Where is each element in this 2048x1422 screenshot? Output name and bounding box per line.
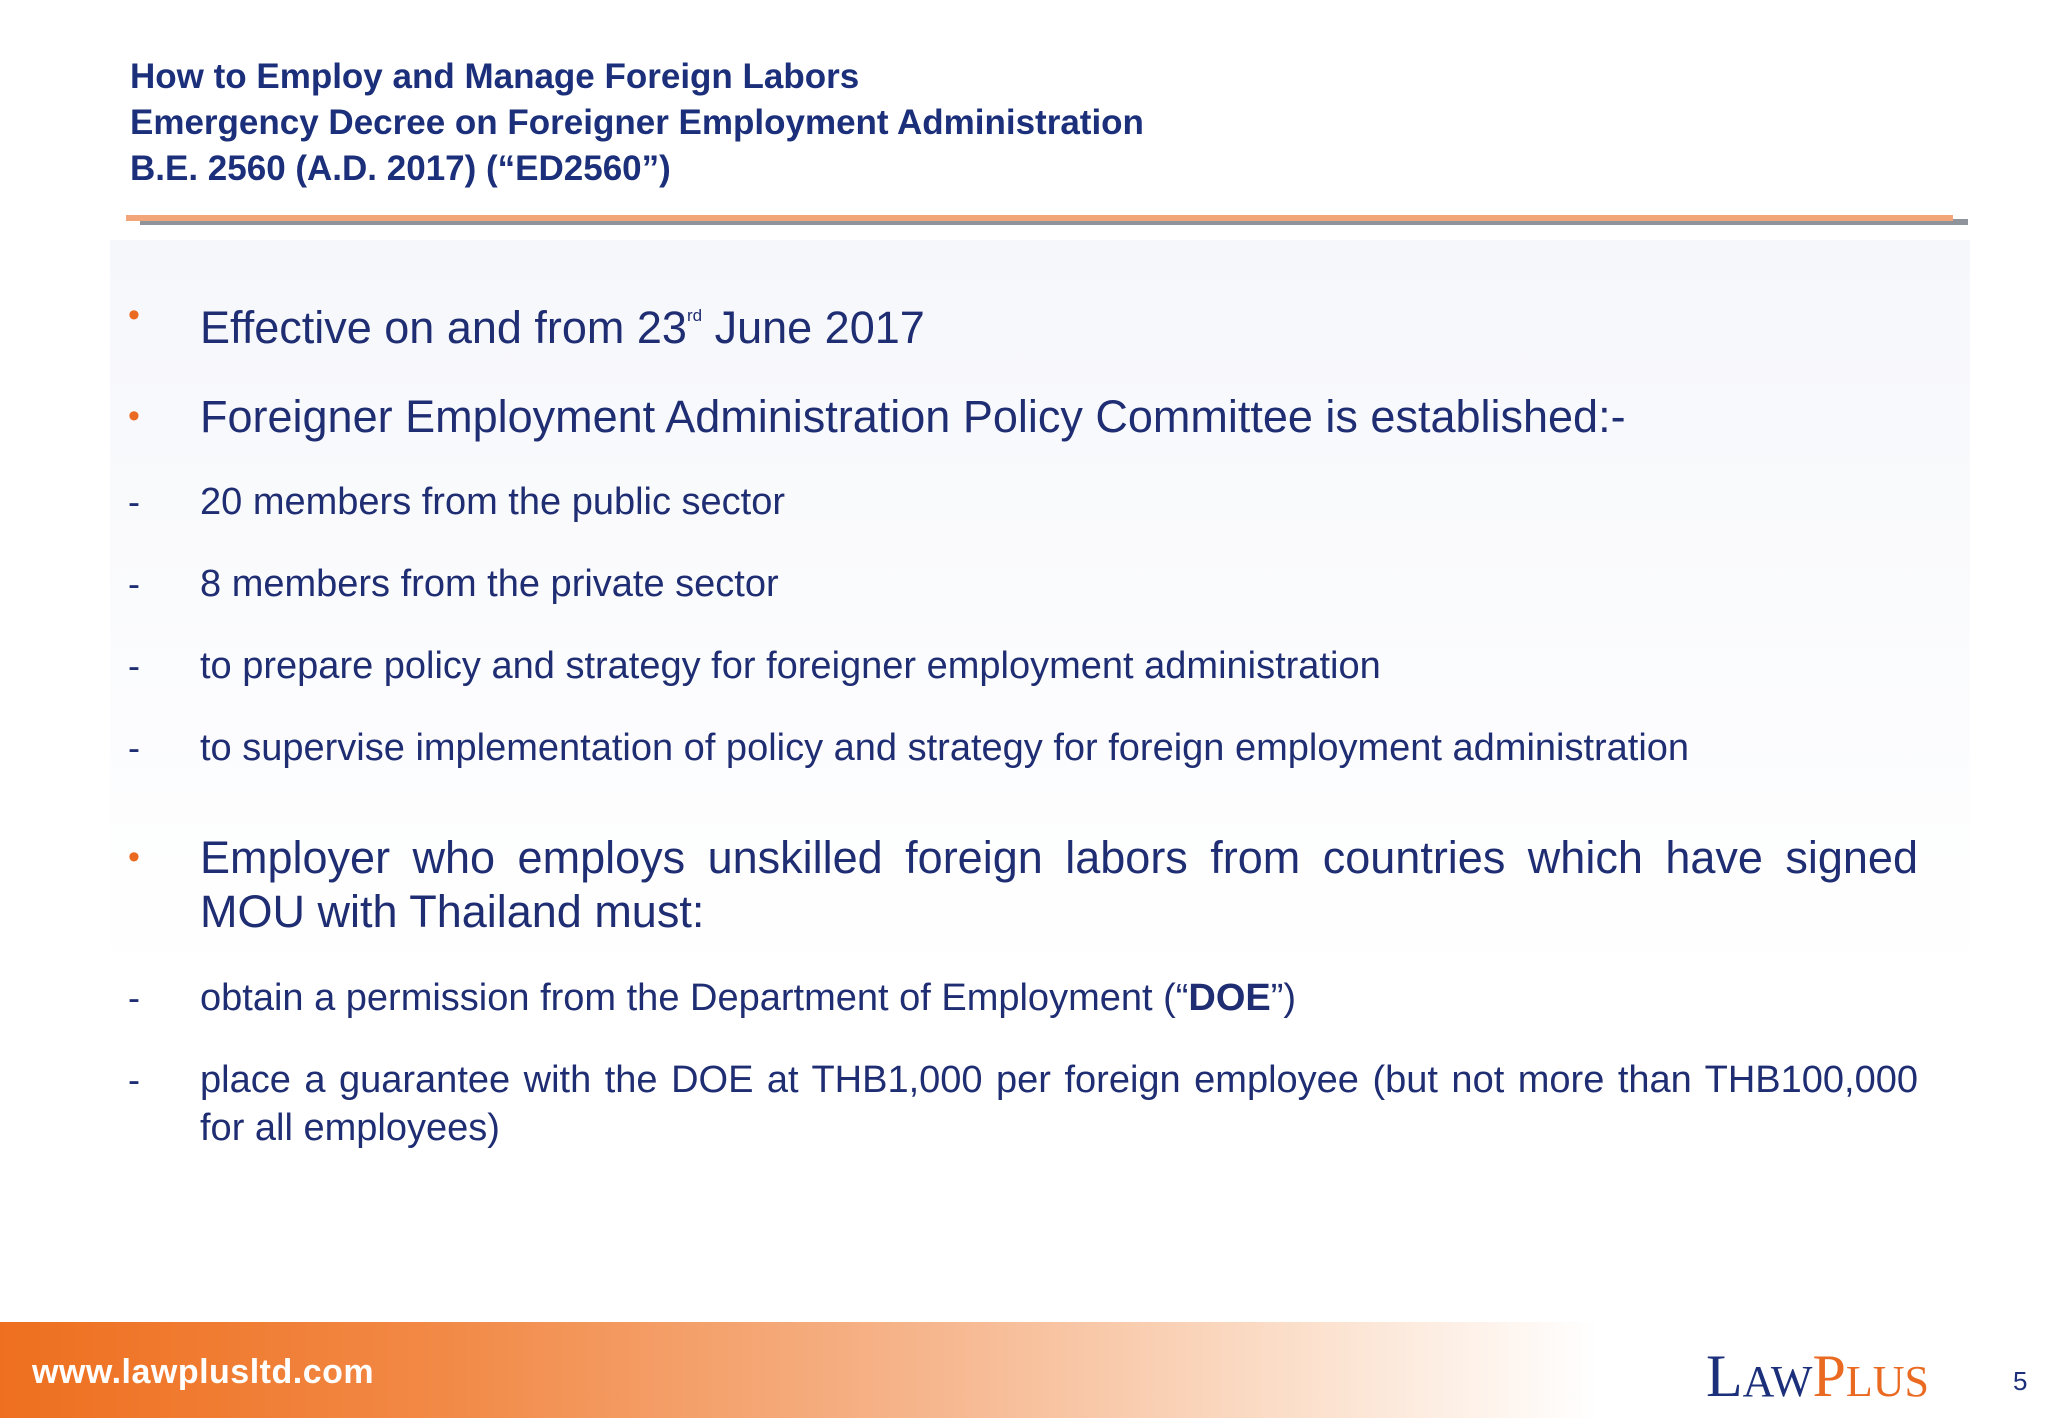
ordinal-suffix: rd — [686, 306, 703, 325]
permission-text-end: ”) — [1270, 977, 1297, 1019]
bullet-committee — [128, 390, 1918, 444]
dash-marker: - — [128, 481, 140, 522]
dash-text — [200, 974, 1918, 1022]
dash-text: 8 members from the private sector — [200, 563, 779, 605]
dash-guarantee — [128, 1056, 1918, 1152]
doe-abbreviation: DOE — [1188, 977, 1271, 1019]
logo-plus-rest: LUS — [1845, 1357, 1929, 1406]
slide-header — [130, 54, 1144, 192]
bullet-effective-date — [128, 289, 1918, 355]
bullet-marker: • — [128, 296, 140, 334]
dash-public-sector — [128, 478, 1918, 526]
bullet-marker: • — [128, 838, 140, 876]
header-rule — [126, 215, 1953, 221]
header-subtitle: Emergency Decree on Foreigner Employment Administration — [130, 103, 1144, 142]
header-title: How to Employ and Manage Foreign Labors — [130, 57, 860, 96]
bullet-text: Foreigner Employment Administration Policy Committee is established:- — [200, 391, 1626, 442]
dash-permission — [128, 974, 1918, 1022]
dash-marker: - — [128, 977, 140, 1018]
logo-law-rest: AW — [1742, 1357, 1813, 1406]
permission-text-start: obtain a permission from the Department of Employment (“ — [200, 977, 1189, 1019]
dash-text: place a guarantee with the DOE at THB1,000 per foreign employee (but not more than THB100,000 for all employees) — [200, 1059, 1918, 1149]
bullet-employer — [128, 831, 1918, 939]
dash-text: to prepare policy and strategy for foreigner employment administration — [200, 645, 1381, 687]
dash-private-sector — [128, 560, 1918, 608]
dash-marker: - — [128, 1059, 140, 1100]
bullet-marker: • — [128, 397, 140, 435]
dash-marker: - — [128, 645, 140, 686]
page-number: 5 — [2013, 1366, 2028, 1396]
website-url[interactable]: www.lawplusltd.com — [32, 1353, 375, 1391]
dash-marker: - — [128, 563, 140, 604]
bullet-text: Employer who employs unskilled foreign labors from countries which have signed MOU with Thailand must: — [200, 832, 1918, 937]
dash-marker: - — [128, 727, 140, 768]
effective-text-start: Effective on and from 23 — [200, 302, 687, 353]
dash-text: 20 members from the public sector — [200, 481, 786, 523]
dash-prepare-policy — [128, 642, 1918, 690]
dash-text: to supervise implementation of policy and strategy for foreign employment administration — [200, 727, 1690, 769]
bullet-text — [200, 289, 1918, 355]
dash-supervise — [128, 724, 1918, 772]
logo-plus-initial: P — [1812, 1343, 1846, 1409]
header-subtitle-year: B.E. 2560 (A.D. 2017) (“ED2560”) — [130, 149, 671, 188]
lawplus-logo — [1706, 1343, 1929, 1422]
logo-law-initial: L — [1706, 1343, 1743, 1409]
effective-text-end: June 2017 — [702, 302, 925, 353]
